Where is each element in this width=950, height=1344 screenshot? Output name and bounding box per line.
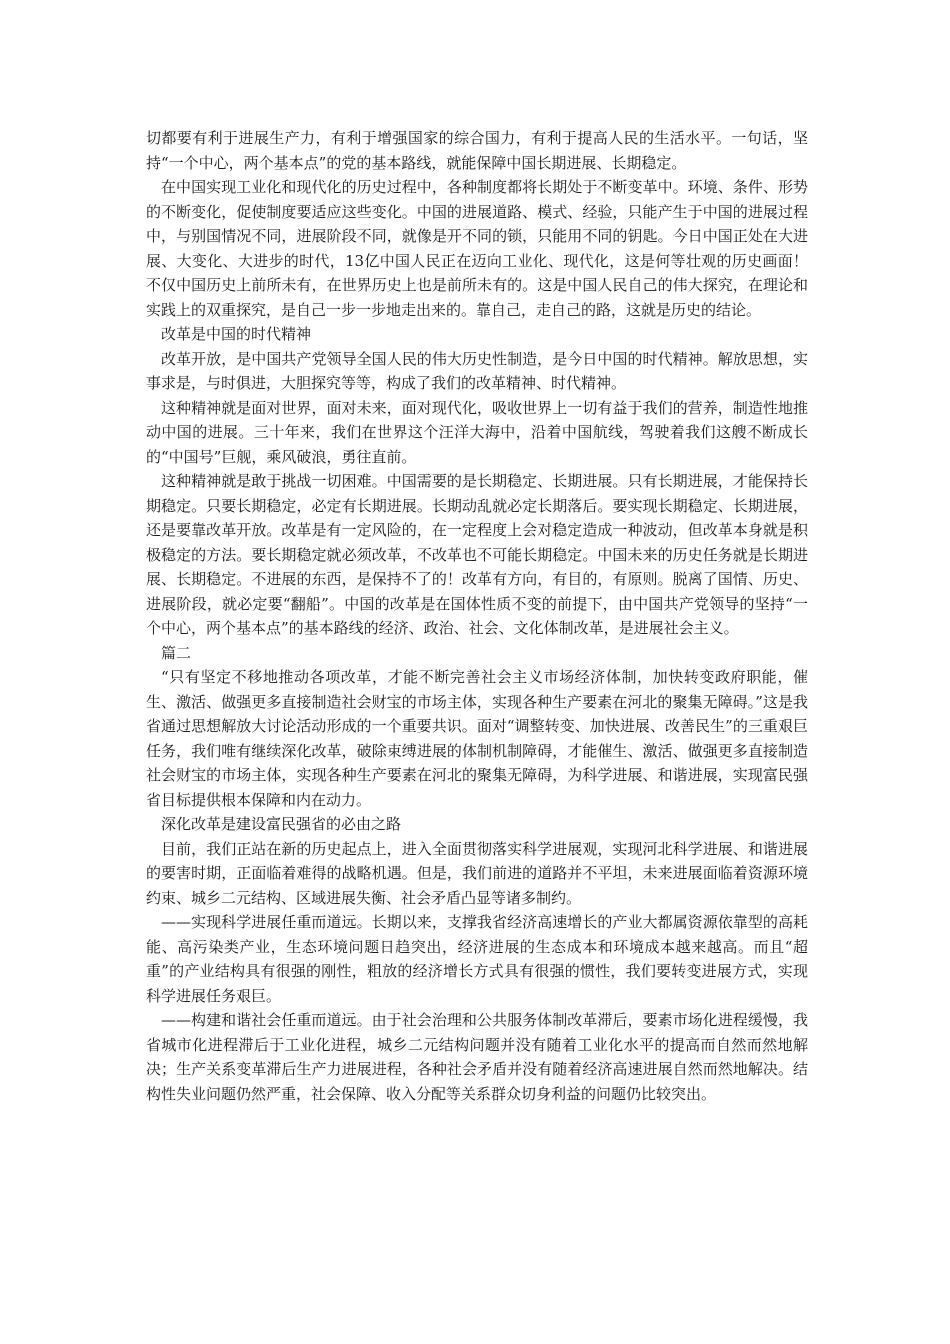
paragraph: ——实现科学进展任重而道远。长期以来，支撑我省经济高速增长的产业大都属资源依靠型的高耗能、高污染类产业，生态环境问题日趋突出，经济进展的生态成本和环境成本越来越高。而且“超重”的产业结构具有很强的刚性，粗放的经济增长方式具有很强的惯性，我们要转变进展方式，实现科学进展任务艰巨。 [146, 913, 808, 1005]
paragraph: ——构建和谐社会任重而道远。由于社会治理和公共服务体制改革滞后，要素市场化进程缓慢，我省城市化进程滞后于工业化进程，城乡二元结构问题并没有随着工业化水平的提高而自然而然地解决；生产关系变革滞后生产力进展进程，各种社会矛盾并没有随着经济高速进展自然而然地解决。结构性失业问题仍然严重，社会保障、收入分配等关系群众切身利益的问题仍比较突出。 [146, 1011, 808, 1103]
paragraph: 在中国实现工业化和现代化的历史过程中，各种制度都将长期处于不断变革中。环境、条件、形势的不断变化，促使制度要适应这些变化。中国的进展道路、模式、经验，只能产生于中国的进展过程中，与别国情况不同，进展阶段不同，就像是开不同的锁，只能用不同的钥匙。今日中国正处在大进展、大变化、大进步的时代，13亿中国人民正在迈向工业化、现代化，这是何等壮观的历史画面！不仅中国历史上前所未有，在世界历史上也是前所未有的。这是中国人民自己的伟大探究，在理论和实践上的双重探究，是自己一步一步地走出来的。靠自己，走自己的路，这就是历史的结论。 [146, 178, 808, 319]
section-heading: 深化改革是建设富民强省的必由之路 [161, 815, 402, 833]
document-body [146, 126, 808, 1106]
paragraph: 这种精神就是敢于挑战一切困难。中国需要的是长期稳定、长期进展。只有长期进展，才能保持长期稳定。只要长期稳定，必定有长期进展。长期动乱就必定长期落后。要实现长期稳定、长期进展，还是要靠改革开放。改革是有一定风险的，在一定程度上会对稳定造成一种波动，但改革本身就是积极稳定的方法。要长期稳定就必须改革，不改革也不可能长期稳定。中国未来的历史任务就是长期进展、长期稳定。不进展的东西，是保持不了的！改革有方向，有目的，有原则。脱离了国情、历史、进展阶段，就必定要“翻船”。中国的改革是在国体性质不变的前提下，由中国共产党领导的坚持“一个中心，两个基本点”的基本路线的经济、政治、社会、文化体制改革，是进展社会主义。 [146, 472, 808, 637]
paragraph: “只有坚定不移地推动各项改革，才能不断完善社会主义市场经济体制，加快转变政府职能，催生、激活、做强更多直接制造社会财宝的市场主体，实现各种生产要素在河北的聚集无障碍。”这是我省通过思想解放大讨论活动形成的一个重要共识。面对“调整转变、加快进展、改善民生”的三重艰巨任务，我们唯有继续深化改革，破除束缚进展的体制机制障碍，才能催生、激活、做强更多直接制造社会财宝的市场主体，实现各种生产要素在河北的聚集无障碍，为科学进展、和谐进展，实现富民强省目标提供根本保障和内在动力。 [146, 668, 808, 809]
paragraph: 目前，我们正站在新的历史起点上，进入全面贯彻落实科学进展观，实现河北科学进展、和谐进展的要害时期，正面临着难得的战略机遇。但是，我们前进的道路并不平坦，未来进展面临着资源环境约束、城乡二元结构、区域进展失衡、社会矛盾凸显等诸多制约。 [146, 839, 808, 907]
section-heading: 篇二 [161, 643, 192, 662]
section-heading: 改革是中国的时代精神 [161, 325, 312, 343]
paragraph: 改革开放，是中国共产党领导全国人民的伟大历史性制造，是今日中国的时代精神。解放思想，实事求是，与时俱进，大胆探究等等，构成了我们的改革精神、时代精神。 [146, 349, 808, 392]
paragraph: 这种精神就是面对世界，面对未来，面对现代化，吸收世界上一切有益于我们的营养，制造性地推动中国的进展。三十年来，我们在世界这个汪洋大海中，沿着中国航线，驾驶着我们这艘不断成长的“中国号”巨舰，乘风破浪，勇往直前。 [146, 398, 808, 466]
paragraph: 切都要有利于进展生产力，有利于增强国家的综合国力，有利于提高人民的生活水平。一句话，坚持“一个中心，两个基本点”的党的基本路线，就能保障中国长期进展、长期稳定。 [146, 129, 808, 172]
